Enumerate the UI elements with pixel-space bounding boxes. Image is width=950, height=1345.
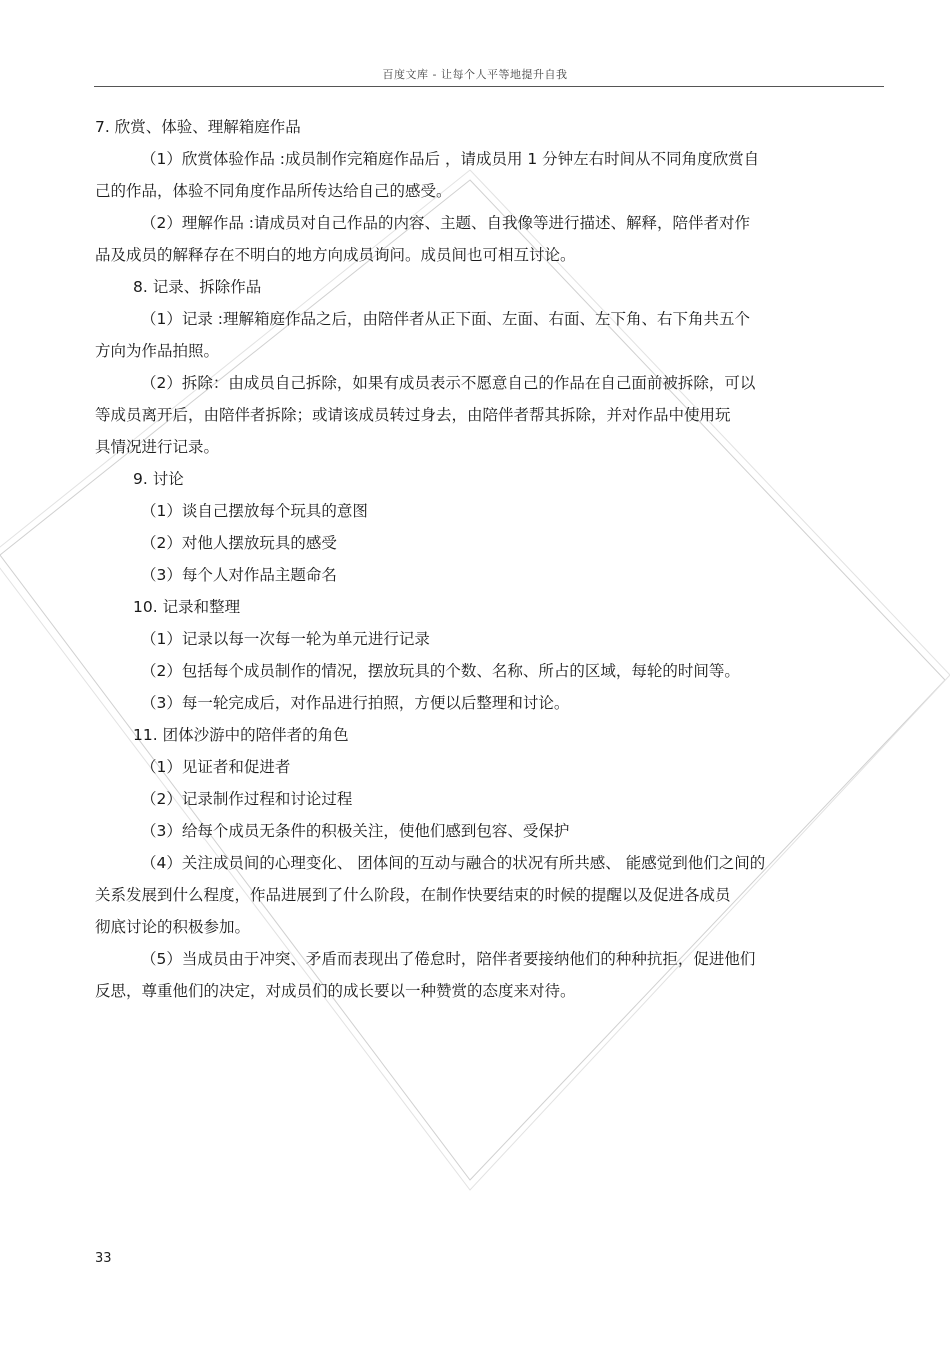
document-body [95,111,885,1007]
body-line: 关系发展到什么程度，作品进展到了什么阶段，在制作快要结束的时候的提醒以及促进各成员 [95,886,731,904]
body-line: （3）每个人对作品主题命名 [141,566,337,584]
body-line: 己的作品，体验不同角度作品所传达给自己的感受。 [95,182,452,200]
body-line: （1）谈自己摆放每个玩具的意图 [141,502,368,520]
body-line: （1）欣赏体验作品 :成员制作完箱庭作品后 ，请成员用 1 分钟左右时间从不同角度欣赏自 [141,150,760,168]
header-divider [94,86,884,87]
body-line: （2）对他人摆放玩具的感受 [141,534,337,552]
section-heading: 8. 记录、拆除作品 [133,278,262,296]
body-line: （1）见证者和促进者 [141,758,291,776]
body-line: （3）每一轮完成后，对作品进行拍照，方便以后整理和讨论。 [141,694,570,712]
body-line: 反思，尊重他们的决定，对成员们的成长要以一种赞赏的态度来对待。 [95,982,576,1000]
body-line: （2）包括每个成员制作的情况，摆放玩具的个数、名称、所占的区域，每轮的时间等。 [141,662,740,680]
body-line: （2）记录制作过程和讨论过程 [141,790,353,808]
section-heading: 9. 讨论 [133,470,184,488]
body-line: （5）当成员由于冲突、矛盾而表现出了倦怠时，陪伴者要接纳他们的种种抗拒，促进他们 [141,950,756,968]
body-line: 具情况进行记录。 [95,438,220,456]
body-line: （2）理解作品 :请成员对自己作品的内容、主题、自我像等进行描述、解释，陪伴者对作 [141,214,751,232]
section-heading: 11. 团体沙游中的陪伴者的角色 [133,726,349,744]
section-heading: 7. 欣赏、体验、理解箱庭作品 [95,118,301,136]
body-line: 彻底讨论的积极参加。 [95,918,251,936]
body-line: （3）给每个成员无条件的积极关注，使他们感到包容、受保护 [141,822,570,840]
section-heading: 10. 记录和整理 [133,598,241,616]
body-line: 品及成员的解释存在不明白的地方向成员询问。成员间也可相互讨论。 [95,246,576,264]
body-line: （4）关注成员间的心理变化、 团体间的互动与融合的状况有所共感、 能感觉到他们之间的 [141,854,766,872]
body-line: （1）记录以每一次每一轮为单元进行记录 [141,630,430,648]
body-line: 方向为作品拍照。 [95,342,220,360]
page-header-title: 百度文库 - 让每个人平等地提升自我 [382,68,568,81]
body-line: （2）拆除：由成员自己拆除，如果有成员表示不愿意自己的作品在自己面前被拆除，可以 [141,374,756,392]
body-line: 等成员离开后，由陪伴者拆除；或请该成员转过身去，由陪伴者帮其拆除，并对作品中使用玩 [95,406,731,424]
body-line: （1）记录 :理解箱庭作品之后，由陪伴者从正下面、左面、右面、左下角、右下角共五个 [141,310,751,328]
page-number: 33 [95,1251,112,1266]
